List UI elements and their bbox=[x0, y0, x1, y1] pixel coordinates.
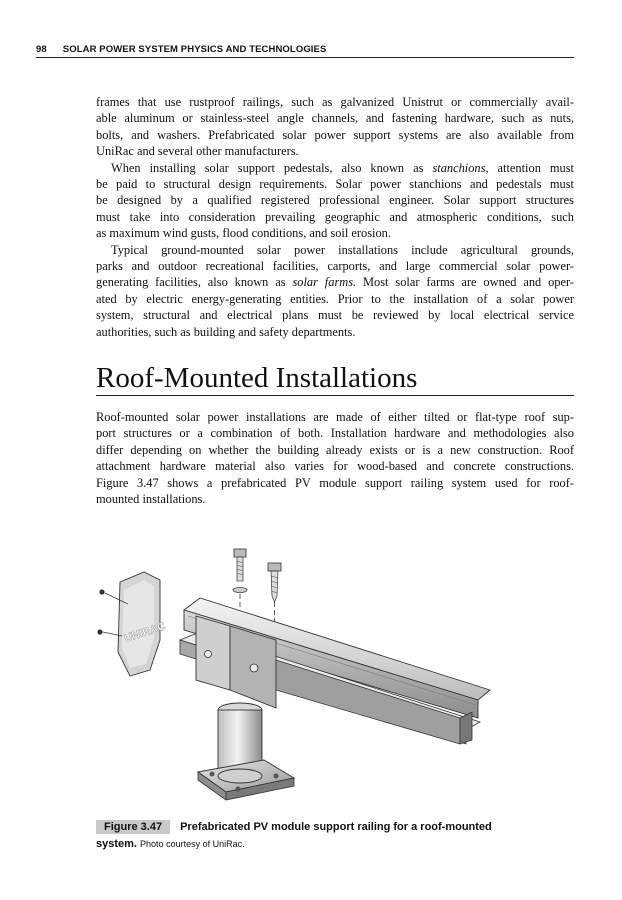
paragraph-2 bbox=[96, 160, 574, 242]
text-line: be designed by a qualified registered professional engineer. Solar support structures bbox=[96, 193, 574, 208]
paragraph-1 bbox=[96, 94, 574, 160]
photo-credit: Photo courtesy of UniRac. bbox=[140, 839, 245, 849]
text-line: differ depending on whether the building already exists or is a new construction. Roof bbox=[96, 442, 574, 457]
running-header bbox=[36, 44, 574, 55]
lag-screw bbox=[268, 563, 281, 624]
text-line: must take into consideration prevailing geographic and atmospheric conditions, such bbox=[96, 209, 574, 224]
text-line: Typical ground-mounted solar power installations include agricultural grounds, bbox=[111, 242, 574, 257]
term-stanchions: stanchions, bbox=[432, 160, 489, 175]
text-segment: attention must bbox=[488, 160, 574, 175]
text-line: frames that use rustproof railings, such as galvanized Unistrut or commercially avail- bbox=[96, 95, 574, 109]
text-segment: When installing solar support pedestals, also known as bbox=[111, 160, 433, 175]
unirac-logo: UNIRAC bbox=[122, 620, 168, 646]
text-segment: Most solar farms are owned and oper- bbox=[356, 275, 575, 290]
text-line bbox=[96, 274, 574, 290]
figure-title: Prefabricated PV module support railing for a roof-mounted system. bbox=[96, 821, 492, 850]
text-line: be paid to structural design requirements. Solar power stanchions and pedestals must bbox=[96, 177, 574, 192]
text-line: system, structural and electrical plans must be reviewed by local electrical service bbox=[96, 308, 574, 323]
header-rule bbox=[36, 57, 574, 58]
section-rule bbox=[96, 395, 574, 396]
standoff-post bbox=[198, 703, 294, 800]
text-line: attachment hardware material also varies for wood-based and concrete constructions. bbox=[96, 459, 574, 474]
unirac-flashing-plate bbox=[97, 572, 167, 676]
railing-drawing bbox=[80, 540, 500, 812]
text-line: parks and outdoor recreational facilities, carports, and large commercial solar power- bbox=[96, 259, 574, 274]
figure-label: Figure 3.47 bbox=[96, 820, 170, 834]
term-solar-farms: solar farms. bbox=[292, 275, 357, 290]
text-line: mounted installations. bbox=[96, 492, 206, 507]
paragraph-3 bbox=[96, 242, 574, 340]
text-line: bolts, and washers. Prefabricated solar power support systems are also available from bbox=[96, 127, 574, 142]
running-title: SOLAR POWER SYSTEM PHYSICS AND TECHNOLOGIES bbox=[62, 44, 327, 55]
text-line: able aluminum or stainless-steel angle channels, and fastening hardware, such as nuts, bbox=[96, 111, 574, 126]
text-line: Figure 3.47 shows a prefabricated PV module support railing system used for roof- bbox=[96, 475, 574, 490]
text-line: port structures or a combination of both. Installation hardware and methodologies also bbox=[96, 426, 574, 441]
text-line: as maximum wind gusts, flood conditions, and soil erosion. bbox=[96, 226, 391, 241]
section-heading: Roof-Mounted Installations bbox=[96, 362, 418, 394]
page-number: 98 bbox=[36, 44, 47, 55]
text-line: ated by electric energy-generating entities. Prior to the installation of a solar power bbox=[96, 291, 574, 306]
text-line: UniRac and several other manufacturers. bbox=[96, 144, 299, 159]
figure-caption bbox=[96, 819, 526, 853]
text-segment: generating facilities, also known as bbox=[96, 275, 293, 290]
figure-railing-illustration bbox=[80, 540, 500, 812]
intro-text bbox=[96, 94, 574, 340]
text-line bbox=[96, 160, 574, 176]
text-line: authorities, such as building and safety departments. bbox=[96, 324, 356, 339]
text-line: Roof-mounted solar power installations are made of either tilted or flat-type roof sup- bbox=[96, 410, 574, 424]
section-text bbox=[96, 409, 574, 507]
